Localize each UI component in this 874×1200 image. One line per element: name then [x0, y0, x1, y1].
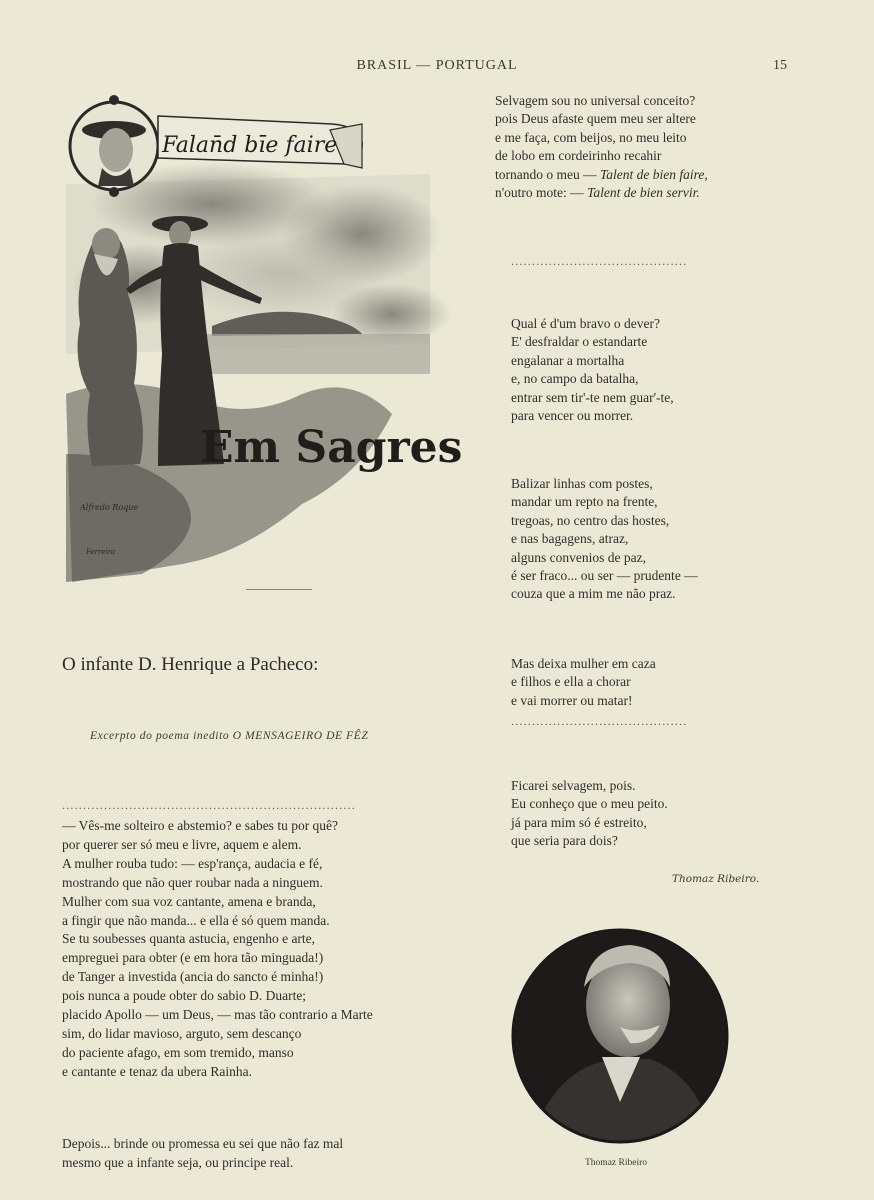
poem-body: [62, 817, 373, 1082]
verse-line: A mulher rouba tudo: — esp'rança, audacia e fé,: [62, 855, 323, 871]
ellipsis-dots: ......................................................................: [62, 798, 356, 812]
verse-line: mandar um repto na frente,: [511, 494, 658, 510]
verse-line: já para mim só é estreito,: [511, 814, 647, 830]
verse-line: Se tu soubesses quanta astucia, engenho e arte,: [62, 931, 316, 947]
verse-line: Balizar linhas com postes,: [511, 476, 653, 491]
verse-line: empreguei para obter (e em hora tão minguada!): [62, 950, 324, 966]
verse-line-text: tornando o meu —: [495, 166, 600, 182]
banner-text: Falan̄d bīe faire: [162, 133, 338, 158]
verse-line: pois Deus afaste quem meu ser altere: [495, 111, 696, 127]
ellipsis-dots: ..........................................: [511, 254, 688, 268]
verse-line: para vencer ou morrer.: [511, 408, 634, 424]
verse-line-text: n'outro mote: —: [495, 185, 588, 201]
illustration-title: Em Sagres: [200, 422, 463, 473]
verse-line: — Vês-me solteiro e abstemio? e sabes tu por quê?: [62, 818, 339, 833]
verse-line: engalanar a mortalha: [511, 352, 625, 368]
verse-line: de Tanger a investida (ancia do sancto é minha!): [62, 969, 324, 985]
portrait-caption: Thomaz Ribeiro: [585, 1158, 647, 1168]
page-number: 15: [773, 58, 787, 73]
verse-line: couza que a mim me não praz.: [511, 586, 676, 602]
verse-line: tregoas, no centro das hostes,: [511, 512, 670, 528]
stanza-4: [511, 655, 656, 710]
verse-line: Mulher com sua voz cantante, amena e branda,: [62, 893, 316, 909]
artist-signature: Alfredo Roque: [80, 503, 139, 512]
verse-line: Ficarei selvagem, pois.: [511, 778, 636, 793]
verse-line: Qual é d'um bravo o dever?: [511, 316, 661, 331]
poem-closing: [62, 1134, 343, 1172]
verse-line: e, no campo da batalha,: [511, 371, 639, 387]
author-portrait: [510, 927, 730, 1145]
verse-line: [495, 166, 708, 184]
running-head: BRASIL — PORTUGAL: [356, 58, 518, 73]
verse-line: do paciente afago, em som tremido, manso: [62, 1044, 294, 1060]
verse-line: E' desfraldar o estandarte: [511, 334, 648, 350]
verse-line: [495, 184, 708, 202]
stanza-2: [511, 315, 674, 425]
motto-italic: Talent de bien faire,: [599, 166, 708, 182]
verse-line: e filhos e ella a chorar: [511, 674, 631, 690]
separator-rule: [246, 589, 312, 590]
verse-line: e cantante e tenaz da ubera Rainha.: [62, 1063, 253, 1079]
verse-line: Selvagem sou no universal conceito?: [495, 93, 696, 108]
verse-line: alguns convenios de paz,: [511, 549, 646, 565]
excerpt-note: Excerpto do poema inedito O MENSAGEIRO DE FÊZ: [90, 730, 369, 742]
verse-line: Mas deixa mulher em caza: [511, 656, 656, 671]
verse-line: que seria para dois?: [511, 833, 618, 849]
poem-heading: O infante D. Henrique a Pacheco:: [62, 654, 319, 675]
author-signature: Thomaz Ribeiro.: [672, 873, 760, 885]
ellipsis-dots: ..........................................: [511, 714, 688, 728]
verse-line: é ser fraco... ou ser — prudente —: [511, 568, 698, 584]
motto-italic: Talent de bien servir.: [587, 185, 700, 201]
engraver-signature: Ferreira: [86, 548, 116, 556]
verse-line: e nas bagagens, atraz,: [511, 531, 629, 547]
verse-line: mostrando que não quer roubar nada a ninguem.: [62, 874, 323, 890]
verse-line: Depois... brinde ou promessa eu sei que não faz mal: [62, 1136, 344, 1151]
verse-line: e me faça, com beijos, no meu leito: [495, 129, 687, 145]
verse-line: entrar sem tir'-te nem guar'-te,: [511, 389, 674, 405]
illustration-em-sagres: [62, 94, 463, 584]
stanza-1: [495, 92, 708, 202]
portrait-photo: [510, 927, 730, 1145]
verse-line: placido Apollo — um Deus, — mas tão contrario a Marte: [62, 1007, 373, 1023]
verse-line: sim, do lidar mavioso, arguto, sem descanço: [62, 1025, 302, 1041]
verse-line: a fingir que não manda... e ella é só quem manda.: [62, 912, 330, 928]
verse-line: por querer ser só meu e livre, aquem e alem.: [62, 836, 302, 852]
verse-line: pois nunca a poude obter do sabio D. Duarte;: [62, 988, 307, 1004]
stanza-5: [511, 777, 668, 851]
stanza-3: [511, 475, 698, 604]
verse-line: mesmo que a infante seja, ou principe real.: [62, 1155, 294, 1170]
verse-line: e vai morrer ou matar!: [511, 692, 633, 708]
verse-line: Eu conheço que o meu peito.: [511, 796, 668, 812]
verse-line: de lobo em cordeirinho recahir: [495, 148, 662, 164]
engraving-illustration: [62, 94, 463, 584]
